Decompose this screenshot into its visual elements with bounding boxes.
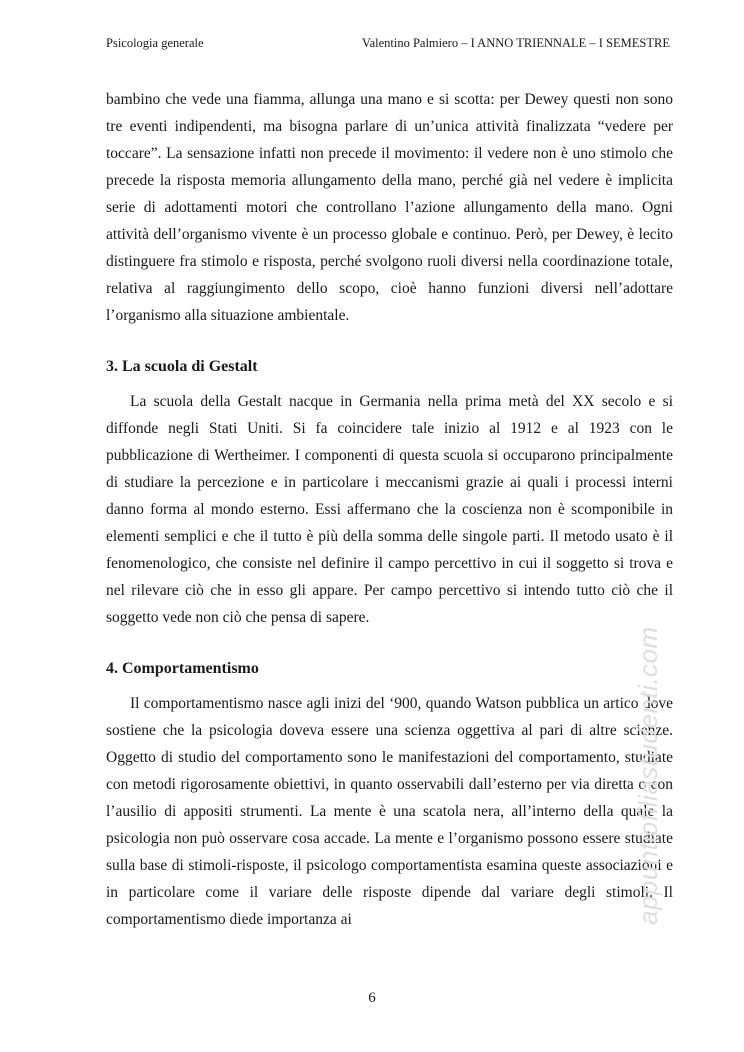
section-heading-comportamentismo: 4. Comportamentismo [106,660,259,677]
watermark: appuntiofiliastudenti.com [633,626,663,925]
paragraph-comportamentismo: Il comportamentismo nasce agli inizi del ‘900, quando Watson pubblica un artico dove sostiene che la psicologia doveva essere una scienza oggettiva al pari di altre scienze. Oggetto di studio del comportamento sono le manifestazioni del comportamento, studiate con metodi rigorosamente obiettivi, in quanto osservabili dall’esterno per via diretta o con l’ausilio di appositi strumenti. La mente è una scatola nera, all’interno della quale la psicologia non può osservare cosa accade. La mente e l’organismo possono essere studiate sulla base di stimoli-risposte, il psicologo comportamentista esamina queste associazioni e in particolare come il variare delle risposte dipende dal variare degli stimoli. Il comportamentismo diede importanza ai [106,695,673,928]
paragraph-gestalt: La scuola della Gestalt nacque in Germania nella prima metà del XX secolo e si diffonde negli Stati Uniti. Si fa coincidere tale inizio al 1912 e al 1923 con le pubblicazione di Wertheimer. I componenti di questa scuola si occuparono principalmente di studiare la percezione e in particolare i meccanismi grazie ai quali i processi interni danno forma al mondo esterno. Essi affermano che la coscienza non è scomponibile in elementi semplici e che il tutto è più della somma delle singole parti. Il metodo usato è il fenomenologico, che consiste nel definire il campo percettivo in cui il soggetto si trova e nel rilevare ciò che in esso gli appare. Per campo percettivo si intendo tutto ciò che il soggetto vede non ciò che pensa di sapere. [106,393,673,626]
paragraph-dewey: bambino che vede una fiamma, allunga una mano e si scotta: per Dewey questi non sono tre eventi indipendenti, ma bisogna parlare di un’unica attività finalizzata “vedere per toccare”. La sensazione infatti non precede il movimento: il vedere non è uno stimolo che precede la risposta memoria allungamento della mano, perché già nel vedere è implicita serie di adottamenti motori che controllano l’azione allungamento della mano. Ogni attività dell’organismo vivente è un processo globale e continuo. Però, per Dewey, è lecito distinguere fra stimolo e risposta, perché svolgono ruoli diversi nella coordinazione totale, relativa al raggiungimento dello scopo, cioè hanno funzioni diversi nell’adottare l’organismo alla situazione ambientale. [106,91,673,324]
page-header [106,36,670,52]
header-course-title: Psicologia generale [106,36,204,50]
page-number: 6 [368,990,376,1006]
page-body [106,86,673,933]
section-heading-gestalt: 3. La scuola di Gestalt [106,358,258,375]
header-author-info: Valentino Palmiero – I ANNO TRIENNALE – I SEMESTRE [361,36,670,50]
